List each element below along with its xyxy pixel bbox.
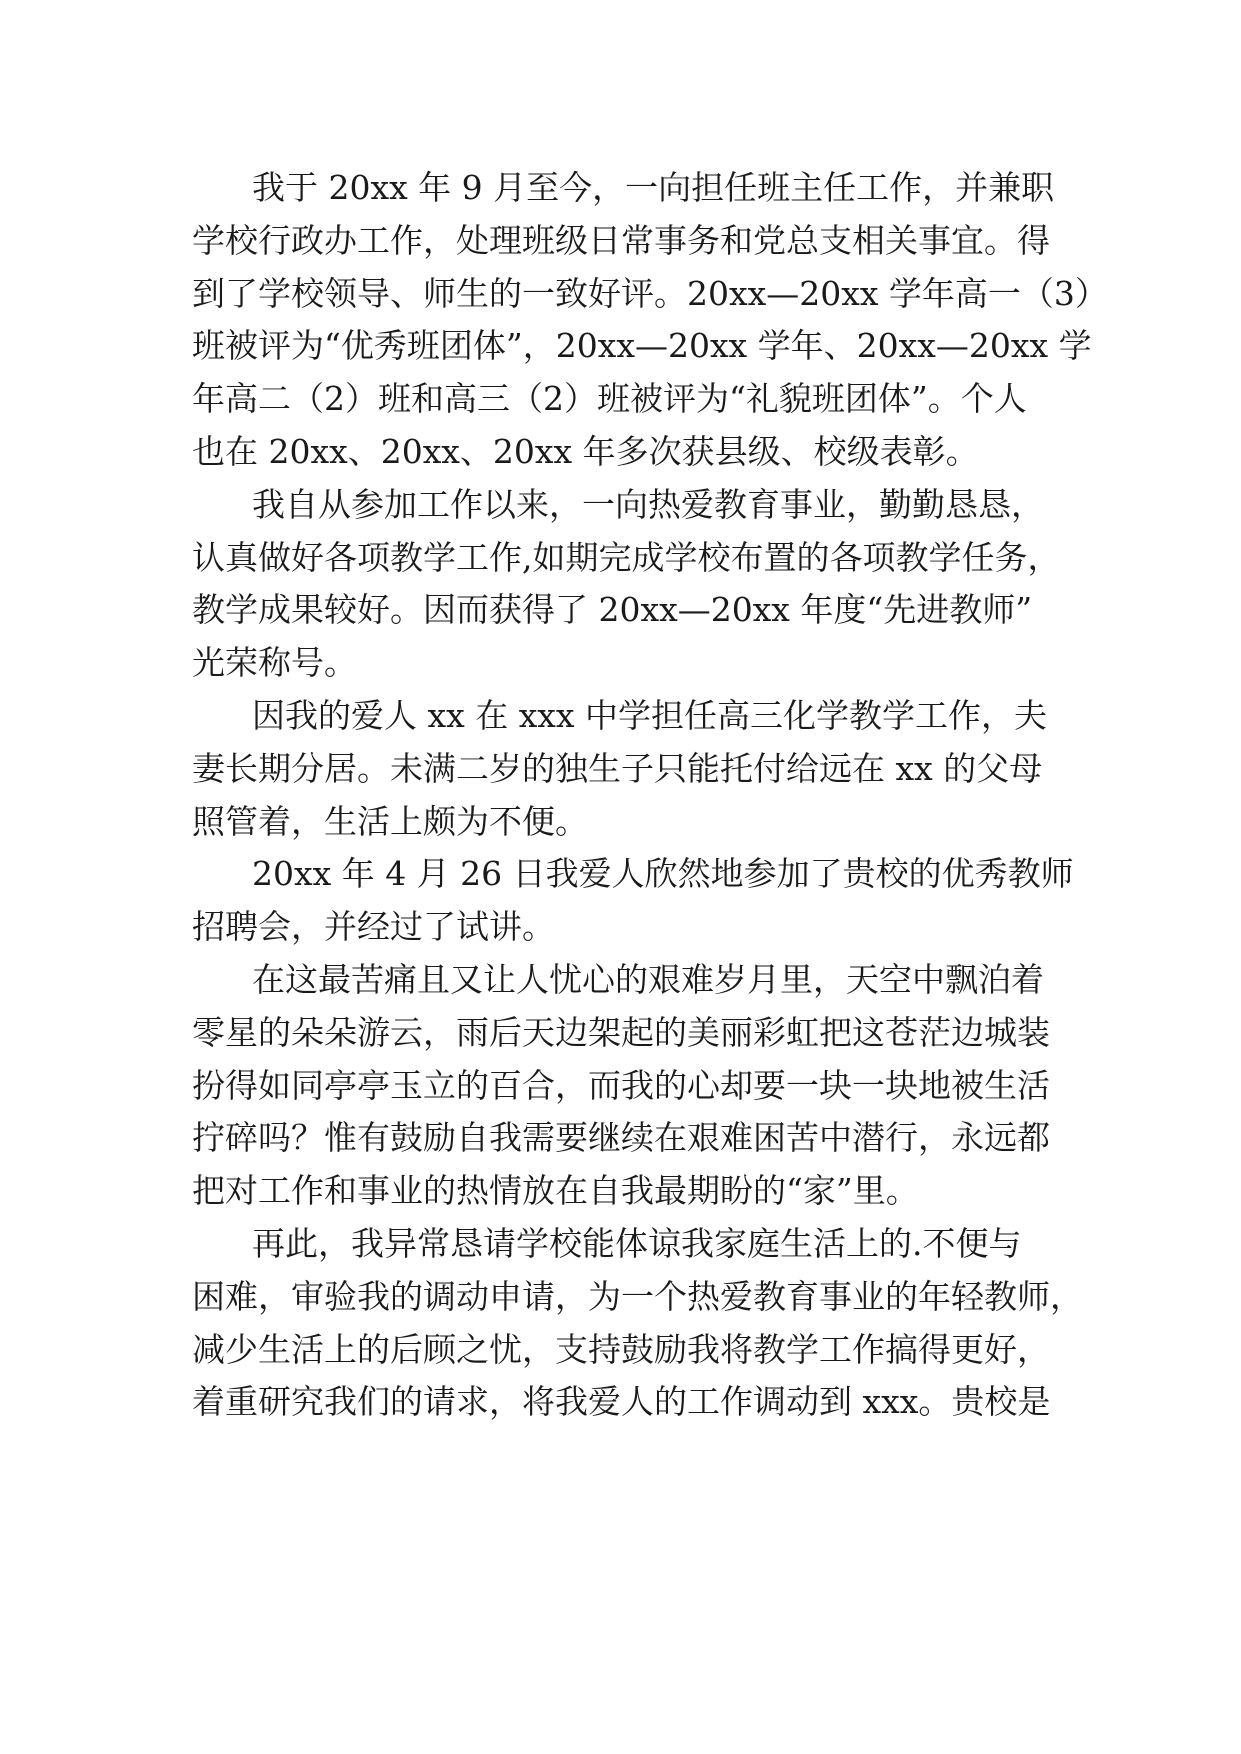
- paragraph-teaching: [192, 479, 1072, 690]
- paragraph-reflection: [192, 954, 1072, 1218]
- text-line: 零星的朵朵游云，雨后天边架起的美丽彩虹把这苍茫边城装: [192, 1012, 1050, 1052]
- text-line: 认真做好各项教学工作,如期完成学校布置的各项教学任务，: [192, 537, 1061, 577]
- text-line: 照管着，生活上颇为不便。: [192, 801, 588, 841]
- paragraph-request: [192, 1218, 1083, 1429]
- text-line: 班被评为“优秀班团体”，20xx—20xx 学年、20xx—20xx 学: [192, 326, 1092, 366]
- text-line: 年高二（2）班和高三（2）班被评为“礼貌班团体”。个人: [192, 379, 1027, 419]
- paragraph-family-situation: [192, 690, 1072, 848]
- text-line: 把对工作和事业的热情放在自我最期盼的“家”里。: [192, 1171, 919, 1211]
- text-line: 着重研究我们的请求，将我爱人的工作调动到 xxx。贵校是: [192, 1382, 1051, 1422]
- paragraph-work-record: [192, 162, 1108, 479]
- document-body: [192, 162, 1108, 1429]
- text-line: 招聘会，并经过了试讲。: [192, 907, 555, 947]
- text-line: 妻长期分居。未满二岁的独生子只能托付给远在 xx 的父母: [192, 748, 1043, 788]
- text-line: 也在 20xx、20xx、20xx 年多次获县级、校级表彰。: [192, 431, 979, 471]
- text-line: 困难，审验我的调动申请，为一个热爱教育事业的年轻教师，: [192, 1276, 1083, 1316]
- text-line: 拧碎吗？惟有鼓励自我需要继续在艰难困苦中潜行，永远都: [192, 1118, 1050, 1158]
- paragraph-recruitment: [192, 848, 1072, 954]
- text-line: 我自从参加工作以来，一向热爱教育事业，勤勤恳恳，: [252, 484, 1044, 524]
- text-line: 20xx 年 4 月 26 日我爱人欣然地参加了贵校的优秀教师: [252, 854, 1074, 894]
- text-line: 减少生活上的后顾之忧，支持鼓励我将教学工作搞得更好，: [192, 1329, 1050, 1369]
- text-line: 我于 20xx 年 9 月至今，一向担任班主任工作，并兼职: [252, 168, 1055, 207]
- text-line: 光荣称号。: [192, 643, 357, 683]
- text-line: 到了学校领导、师生的一致好评。20xx—20xx 学年高一（3）: [192, 273, 1108, 313]
- text-line: 再此，我异常恳请学校能体谅我家庭生活上的.不便与: [252, 1223, 1022, 1263]
- text-line: 在这最苦痛且又让人忧心的艰难岁月里，天空中飘泊着: [252, 959, 1044, 999]
- text-line: 教学成果较好。因而获得了 20xx—20xx 年度“先进教师”: [192, 590, 1033, 630]
- text-line: 因我的爱人 xx 在 xxx 中学担任高三化学教学工作，夫: [252, 695, 1048, 735]
- text-line: 扮得如同亭亭玉立的百合，而我的心却要一块一块地被生活: [192, 1065, 1050, 1105]
- text-line: 学校行政办工作，处理班级日常事务和党总支相关事宜。得: [192, 220, 1050, 260]
